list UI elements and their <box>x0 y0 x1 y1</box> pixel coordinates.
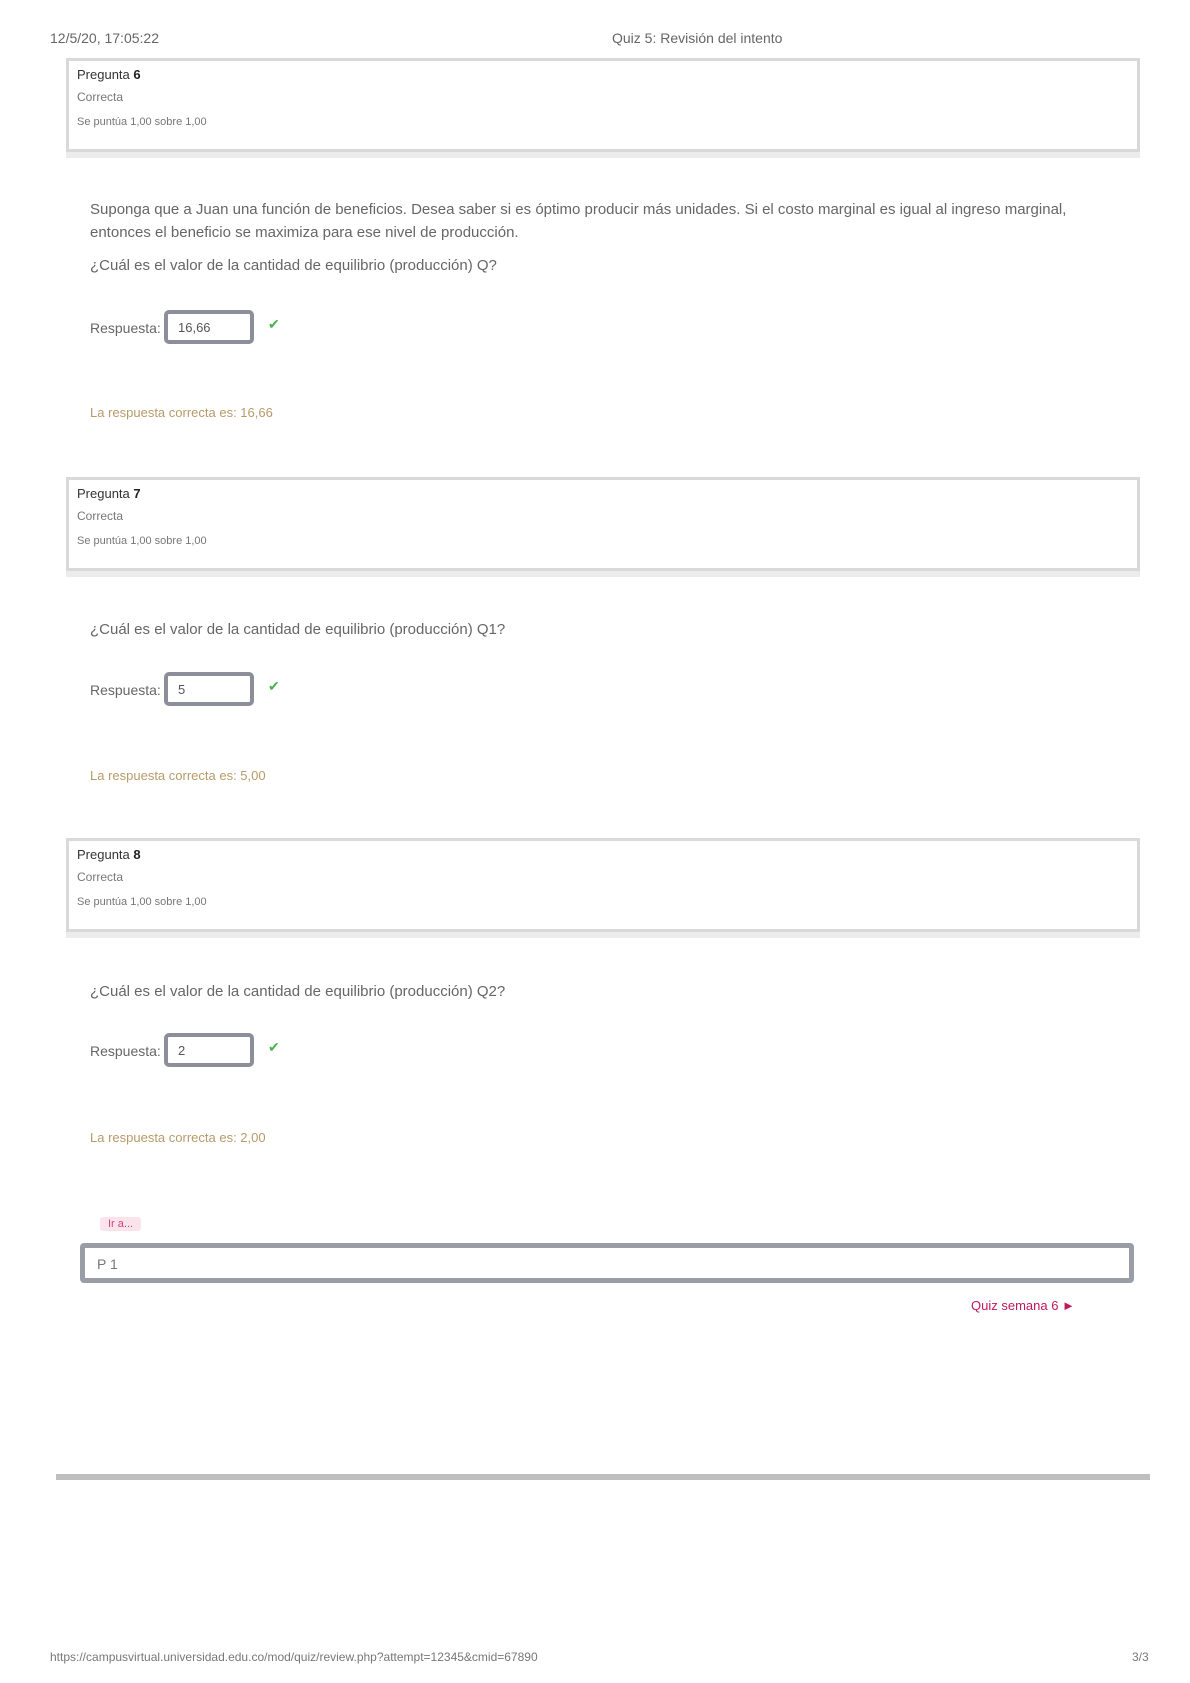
correct-check-icon: ✔ <box>268 1039 280 1055</box>
answer-input[interactable]: 2 <box>164 1033 254 1067</box>
jump-to-badge: Ir a... <box>100 1217 141 1231</box>
print-url: https://campusvirtual.universidad.edu.co/mod/quiz/review.php?attempt=12345&cmid=67890 <box>50 1650 538 1664</box>
question-score: Se puntúa 1,00 sobre 1,00 <box>77 535 207 547</box>
question-status: Correcta <box>77 90 124 104</box>
question-text: ¿Cuál es el valor de la cantidad de equilibrio (producción) Q? <box>90 257 497 274</box>
answer-input[interactable]: 5 <box>164 672 254 706</box>
next-activity-link[interactable]: Quiz semana 6 ► <box>971 1298 1075 1313</box>
print-datetime: 12/5/20, 17:05:22 <box>50 30 159 46</box>
page-number: 3/3 <box>1132 1650 1149 1664</box>
question-info-box <box>66 477 1140 571</box>
question-info-box <box>66 838 1140 932</box>
question-text: ¿Cuál es el valor de la cantidad de equilibrio (producción) Q1? <box>90 621 506 638</box>
page-divider <box>56 1474 1150 1480</box>
response-label: Respuesta: <box>90 1043 161 1059</box>
print-title: Quiz 5: Revisión del intento <box>612 30 783 46</box>
correct-answer-feedback: La respuesta correcta es: 2,00 <box>90 1130 266 1145</box>
correct-answer-feedback: La respuesta correcta es: 5,00 <box>90 768 266 783</box>
correct-answer-feedback: La respuesta correcta es: 16,66 <box>90 405 273 420</box>
jump-to-select[interactable]: P 1 <box>80 1243 1134 1283</box>
question-number: Pregunta 8 <box>77 847 141 862</box>
question-preamble: Suponga que a Juan una función de beneficios. Desea saber si es óptimo producir más unidades. Si el costo marginal es igual al ingreso marginal, entonces el beneficio se maximiza para ese nivel de producción. <box>90 201 1067 241</box>
answer-input[interactable]: 16,66 <box>164 310 254 344</box>
question-score: Se puntúa 1,00 sobre 1,00 <box>77 116 207 128</box>
response-label: Respuesta: <box>90 320 161 336</box>
question-number: Pregunta 6 <box>77 67 141 82</box>
question-status: Correcta <box>77 870 124 884</box>
correct-check-icon: ✔ <box>268 678 280 694</box>
question-info-box <box>66 58 1140 152</box>
question-number: Pregunta 7 <box>77 486 141 501</box>
correct-check-icon: ✔ <box>268 316 280 332</box>
question-text: ¿Cuál es el valor de la cantidad de equilibrio (producción) Q2? <box>90 983 506 1000</box>
question-status: Correcta <box>77 509 124 523</box>
response-label: Respuesta: <box>90 682 161 698</box>
question-score: Se puntúa 1,00 sobre 1,00 <box>77 896 207 908</box>
